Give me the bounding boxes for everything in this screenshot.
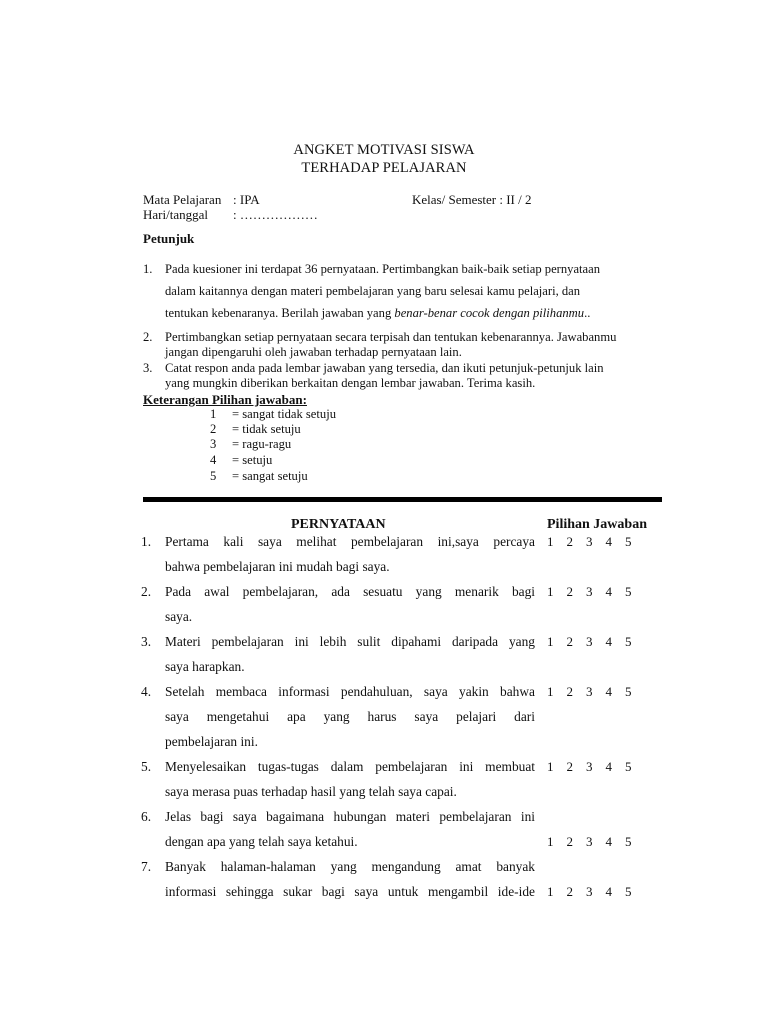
answer-option[interactable]: 2 bbox=[566, 759, 573, 774]
instruction-1-line-3-end: .. bbox=[584, 306, 591, 320]
date-label: Hari/tanggal bbox=[143, 207, 208, 222]
answer-option[interactable]: 1 bbox=[547, 834, 554, 849]
statement-number: 1. bbox=[141, 534, 152, 549]
answer-option[interactable]: 1 bbox=[547, 584, 554, 599]
statement-number: 2. bbox=[141, 584, 152, 599]
subject-label: Mata Pelajaran bbox=[143, 192, 222, 207]
statement-text-line: Menyelesaikan tugas-tugas dalam pembelajaran ini membuat bbox=[165, 759, 535, 774]
legend-number: 3 bbox=[210, 437, 217, 451]
instruction-1-line-3 bbox=[165, 306, 590, 321]
statement-number: 5. bbox=[141, 759, 152, 774]
instructions-heading: Petunjuk bbox=[143, 231, 195, 246]
answer-option[interactable]: 2 bbox=[566, 834, 573, 849]
statement-number: 3. bbox=[141, 634, 152, 649]
answer-option[interactable]: 5 bbox=[625, 584, 632, 599]
statement-number: 7. bbox=[141, 859, 152, 874]
legend-description: = tidak setuju bbox=[232, 422, 301, 436]
answer-option[interactable]: 4 bbox=[605, 634, 612, 649]
legend-description: = sangat tidak setuju bbox=[232, 407, 336, 421]
answer-option[interactable]: 2 bbox=[566, 884, 573, 899]
answer-scale bbox=[547, 684, 645, 700]
legend-heading: Keterangan Pilihan jawaban: bbox=[143, 392, 307, 407]
class-semester: Kelas/ Semester : II / 2 bbox=[412, 192, 532, 207]
answer-option[interactable]: 4 bbox=[605, 884, 612, 899]
choice-column-header: Pilihan Jawaban bbox=[547, 517, 647, 532]
answer-option[interactable]: 3 bbox=[586, 534, 593, 549]
legend-number: 1 bbox=[210, 407, 217, 421]
statement-text-line: pembelajaran ini. bbox=[165, 734, 258, 749]
date-value: : ……………… bbox=[233, 207, 318, 222]
answer-option[interactable]: 3 bbox=[586, 684, 593, 699]
instruction-1-line-2: dalam kaitannya dengan materi pembelajaran yang baru selesai kamu pelajari, dan bbox=[165, 284, 581, 298]
instruction-2-line-1: Pertimbangkan setiap pernyataan secara terpisah dan tentukan kebenarannya. Jawabanmu bbox=[165, 330, 617, 344]
answer-scale bbox=[547, 534, 645, 550]
answer-option[interactable]: 2 bbox=[566, 584, 573, 599]
answer-option[interactable]: 5 bbox=[625, 634, 632, 649]
instruction-1-line-1: Pada kuesioner ini terdapat 36 pernyataan. Pertimbangkan baik-baik setiap pernyataan bbox=[165, 262, 601, 276]
statement-text-line: informasi sehingga sukar bagi saya untuk mengambil ide-ide bbox=[165, 884, 535, 899]
statement-text-line: Setelah membaca informasi pendahuluan, saya yakin bahwa bbox=[165, 684, 535, 699]
answer-option[interactable]: 5 bbox=[625, 684, 632, 699]
answer-option[interactable]: 1 bbox=[547, 684, 554, 699]
answer-option[interactable]: 1 bbox=[547, 884, 554, 899]
title-line-2: TERHADAP PELAJARAN bbox=[301, 160, 467, 176]
statement-text-line: bahwa pembelajaran ini mudah bagi saya. bbox=[165, 559, 390, 574]
subject-value: : IPA bbox=[233, 192, 260, 207]
instruction-1-number: 1. bbox=[143, 262, 153, 276]
legend-number: 2 bbox=[210, 422, 217, 436]
legend-description: = sangat setuju bbox=[232, 469, 308, 483]
answer-scale bbox=[547, 884, 645, 900]
statement-number: 4. bbox=[141, 684, 152, 699]
answer-option[interactable]: 1 bbox=[547, 759, 554, 774]
statement-text-line: saya harapkan. bbox=[165, 659, 245, 674]
statement-text-line: saya mengetahui apa yang harus saya pelajari dari bbox=[165, 709, 535, 724]
answer-option[interactable]: 3 bbox=[586, 884, 593, 899]
answer-option[interactable]: 4 bbox=[605, 684, 612, 699]
legend-number: 5 bbox=[210, 469, 217, 483]
answer-option[interactable]: 4 bbox=[605, 834, 612, 849]
answer-option[interactable]: 3 bbox=[586, 834, 593, 849]
answer-option[interactable]: 4 bbox=[605, 584, 612, 599]
answer-option[interactable]: 5 bbox=[625, 834, 632, 849]
answer-scale bbox=[547, 834, 645, 850]
answer-option[interactable]: 3 bbox=[586, 584, 593, 599]
statement-column-header: PERNYATAAN bbox=[291, 517, 386, 532]
answer-option[interactable]: 4 bbox=[605, 759, 612, 774]
answer-scale bbox=[547, 759, 645, 775]
title-line-1: ANGKET MOTIVASI SISWA bbox=[293, 142, 475, 158]
instruction-1-line-3-text: tentukan kebenaranya. Berilah jawaban yang bbox=[165, 306, 395, 320]
answer-option[interactable]: 1 bbox=[547, 534, 554, 549]
answer-option[interactable]: 5 bbox=[625, 534, 632, 549]
statement-text-line: Banyak halaman-halaman yang mengandung amat banyak bbox=[165, 859, 535, 874]
answer-option[interactable]: 3 bbox=[586, 634, 593, 649]
legend-description: = ragu-ragu bbox=[232, 437, 292, 451]
statement-text-line: Pada awal pembelajaran, ada sesuatu yang menarik bagi bbox=[165, 584, 535, 599]
answer-option[interactable]: 5 bbox=[625, 759, 632, 774]
answer-option[interactable]: 2 bbox=[566, 684, 573, 699]
statement-number: 6. bbox=[141, 809, 152, 824]
instruction-3-line-1: Catat respon anda pada lembar jawaban yang tersedia, dan ikuti petunjuk-petunjuk lain bbox=[165, 361, 604, 375]
instruction-2-number: 2. bbox=[143, 330, 153, 344]
statement-text-line: saya. bbox=[165, 609, 193, 624]
legend-number: 4 bbox=[210, 453, 217, 467]
section-divider bbox=[143, 497, 662, 502]
instruction-3-line-2: yang mungkin diberikan berkaitan dengan lembar jawaban. Terima kasih. bbox=[165, 376, 536, 390]
answer-scale bbox=[547, 584, 645, 600]
answer-option[interactable]: 4 bbox=[605, 534, 612, 549]
answer-option[interactable]: 2 bbox=[566, 634, 573, 649]
statement-text-line: Materi pembelajaran ini lebih sulit dipahami daripada yang bbox=[165, 634, 535, 649]
answer-option[interactable]: 2 bbox=[566, 534, 573, 549]
legend-description: = setuju bbox=[232, 453, 273, 467]
statement-text-line: Pertama kali saya melihat pembelajaran ini,saya percaya bbox=[165, 534, 535, 549]
answer-option[interactable]: 5 bbox=[625, 884, 632, 899]
instruction-1-emphasis: benar-benar cocok dengan pilihanmu bbox=[394, 306, 585, 320]
statement-text-line: dengan apa yang telah saya ketahui. bbox=[165, 834, 358, 849]
statement-text-line: saya merasa puas terhadap hasil yang telah saya capai. bbox=[165, 784, 457, 799]
answer-scale bbox=[547, 634, 645, 650]
statement-text-line: Jelas bagi saya bagaimana hubungan materi pembelajaran ini bbox=[165, 809, 535, 824]
answer-option[interactable]: 1 bbox=[547, 634, 554, 649]
answer-option[interactable]: 3 bbox=[586, 759, 593, 774]
instruction-2-line-2: jangan dipengaruhi oleh jawaban terhadap pernyataan lain. bbox=[165, 345, 462, 359]
instruction-3-number: 3. bbox=[143, 361, 153, 375]
